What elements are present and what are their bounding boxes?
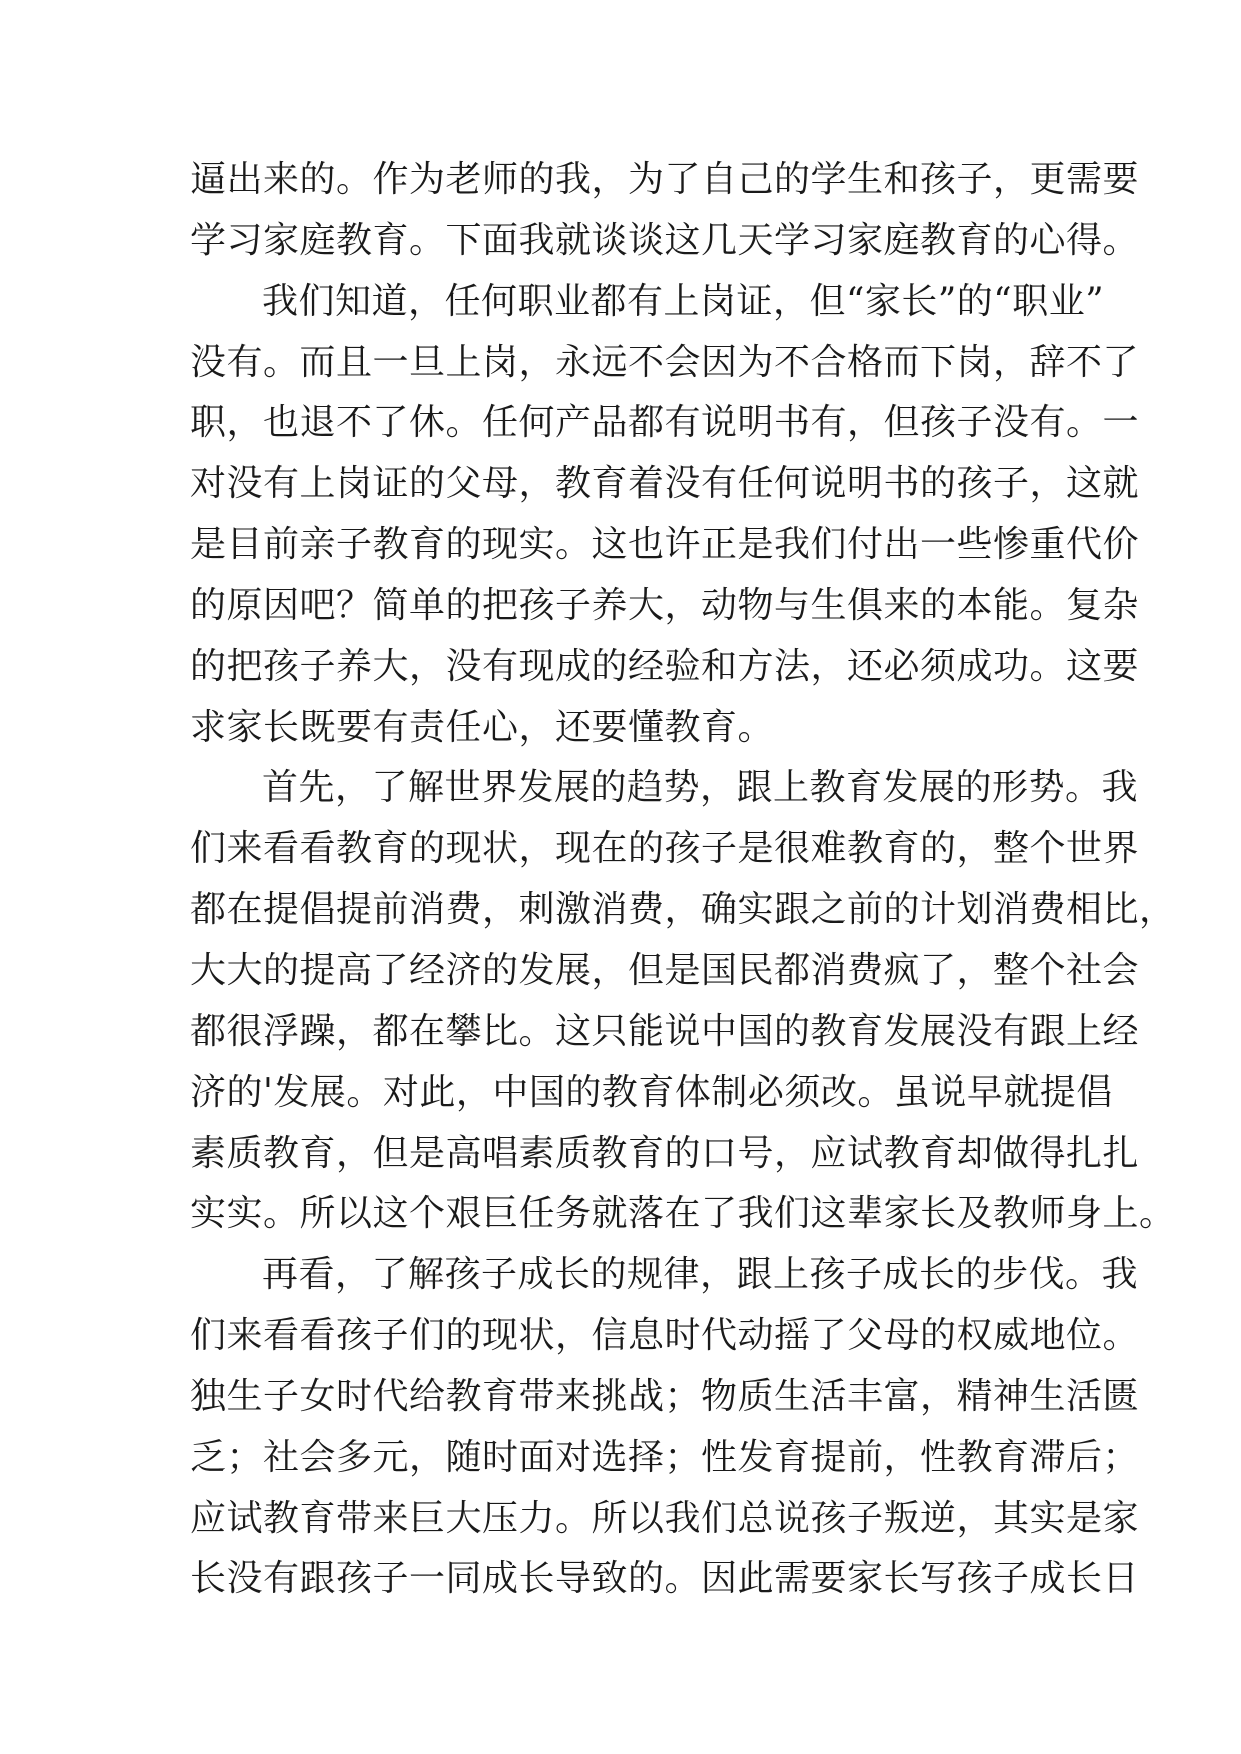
paragraph-start-line: 我们知道，任何职业都有上岗证，但“家长”的“职业” xyxy=(262,280,1105,322)
text-line: 求家长既要有责任心，还要懂教育。 xyxy=(190,706,775,748)
text-line: 的把孩子养大，没有现成的经验和方法，还必须成功。这要 xyxy=(190,645,1140,687)
body-text xyxy=(190,150,1176,1610)
text-line: 实实。所以这个艰巨任务就落在了我们这辈家长及教师身上。 xyxy=(190,1193,1176,1235)
text-line: 职，也退不了休。任何产品都有说明书有，但孩子没有。一 xyxy=(190,402,1140,444)
text-line: 们来看看教育的现状，现在的孩子是很难教育的，整个世界 xyxy=(190,828,1140,870)
text-line: 学习家庭教育。下面我就谈谈这几天学习家庭教育的心得。 xyxy=(190,219,1140,261)
text-line: 济的'发展。对此，中国的教育体制必须改。虽说早就提倡 xyxy=(190,1071,1113,1113)
text-line: 的原因吧？简单的把孩子养大，动物与生俱来的本能。复杂 xyxy=(190,584,1140,626)
text-line: 长没有跟孩子一同成长导致的。因此需要家长写孩子成长日 xyxy=(190,1558,1140,1600)
paragraph-start-line: 再看，了解孩子成长的规律，跟上孩子成长的步伐。我 xyxy=(262,1254,1139,1296)
text-line: 大大的提高了经济的发展，但是国民都消费疯了，整个社会 xyxy=(190,949,1140,991)
text-line: 乏；社会多元，随时面对选择；性发育提前，性教育滞后； xyxy=(190,1436,1140,1478)
text-line: 都在提倡提前消费，刺激消费，确实跟之前的计划消费相比， xyxy=(190,889,1176,931)
text-line: 独生子女时代给教育带来挑战；物质生活丰富，精神生活匮 xyxy=(190,1375,1140,1417)
text-line: 逼出来的。作为老师的我，为了自己的学生和孩子，更需要 xyxy=(190,159,1140,200)
text-line: 应试教育带来巨大压力。所以我们总说孩子叛逆，其实是家 xyxy=(190,1497,1140,1539)
text-line: 素质教育，但是高唱素质教育的口号，应试教育却做得扎扎 xyxy=(190,1132,1140,1174)
text-line: 对没有上岗证的父母，教育着没有任何说明书的孩子，这就 xyxy=(190,463,1140,505)
text-line: 是目前亲子教育的现实。这也许正是我们付出一些惨重代价 xyxy=(190,524,1140,566)
text-line: 们来看看孩子们的现状，信息时代动摇了父母的权威地位。 xyxy=(190,1315,1140,1357)
text-line: 都很浮躁，都在攀比。这只能说中国的教育发展没有跟上经 xyxy=(190,1010,1140,1052)
paragraph-start-line: 首先，了解世界发展的趋势，跟上教育发展的形势。我 xyxy=(262,767,1139,809)
text-line: 没有。而且一旦上岗，永远不会因为不合格而下岗，辞不了 xyxy=(190,341,1140,383)
